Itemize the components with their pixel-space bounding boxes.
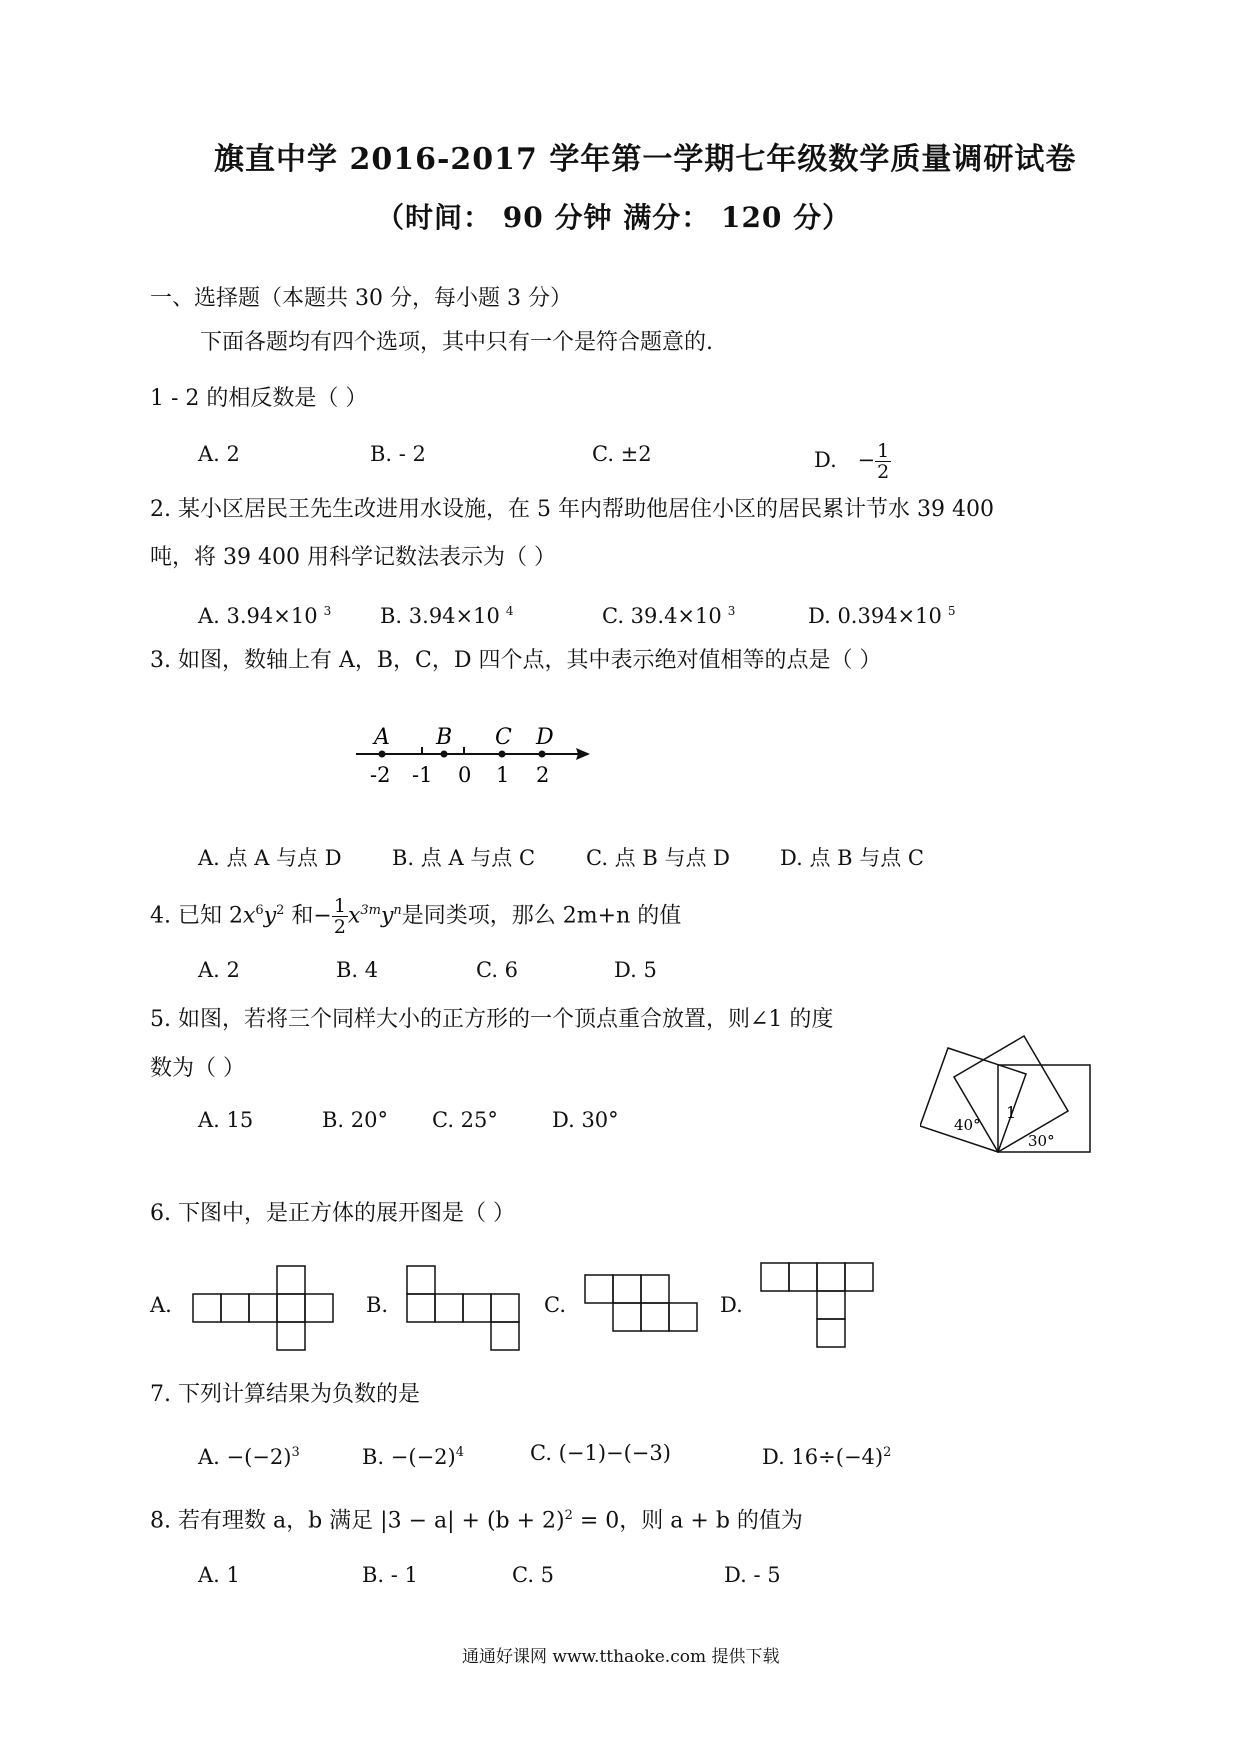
q1-fraction-numerator: 1 (877, 440, 890, 462)
number-line-tick-label: 0 (458, 763, 472, 787)
q5-option-d: D. 30° (552, 1108, 619, 1132)
number-line-point-a (379, 751, 386, 758)
number-line-point-b (441, 751, 448, 758)
q1-option-d (814, 441, 891, 482)
q3-option-b: B. 点 A 与点 C (392, 846, 536, 870)
figure-angle-right: 30° (1028, 1132, 1055, 1150)
exam-title: 旗直中学 2016-2017 学年第一学期七年级数学质量调研试卷 (214, 142, 1077, 177)
q7-option-a-exponent: 3 (291, 1445, 300, 1460)
q7-option-b-base: B. −(−2) (362, 1445, 456, 1469)
q5-option-b: B. 20° (322, 1108, 389, 1132)
q1-option-b: B. - 2 (370, 442, 426, 466)
q4-var-y: y (263, 903, 277, 929)
q8-option-a: A. 1 (198, 1563, 240, 1587)
q4-var-x: x (242, 903, 256, 929)
number-line-tick-label: 2 (536, 763, 550, 787)
exam-subtitle: （时间： 90 分钟 满分： 120 分） (376, 201, 852, 234)
q2-option-b-base: B. 3.94×10 (380, 604, 500, 628)
number-line-tick-label: -2 (370, 763, 391, 787)
number-line-figure (350, 714, 600, 794)
cube-net-a (190, 1264, 340, 1354)
q7-stem: 7. 下列计算结果为负数的是 (150, 1382, 420, 1407)
q7-option-d-base: D. 16÷(−4) (762, 1445, 884, 1469)
square-left (920, 1048, 1026, 1152)
q8-exponent: 2 (564, 1508, 573, 1523)
q7-option-c: C. (−1)−(−3) (530, 1441, 671, 1465)
q4-exponent: n (393, 903, 402, 919)
q4-stem (150, 896, 681, 937)
figure-angle-left: 40° (954, 1116, 981, 1134)
q6-stem: 6. 下图中，是正方体的展开图是（ ） (150, 1201, 515, 1226)
number-line-label-a: A (374, 725, 390, 750)
number-line-tick-label: -1 (412, 763, 433, 787)
q4-option-b: B. 4 (336, 958, 379, 982)
q2-stem-line2: 吨，将 39 400 用科学记数法表示为（ ） (150, 545, 556, 570)
q2-option-d-base: D. 0.394×10 (808, 604, 942, 628)
q7-option-d (762, 1440, 891, 1470)
q2-option-a (198, 598, 331, 629)
number-line-label-b: B (436, 725, 453, 750)
q8-stem-suffix: = 0，则 a + b 的值为 (572, 1508, 803, 1534)
q5-option-a: A. 15 (198, 1108, 254, 1132)
q8-stem-prefix: 8. 若有理数 a，b 满足 |3 − a| + (b + 2) (150, 1508, 565, 1534)
section-instruction: 下面各题均有四个选项，其中只有一个是符合题意的. (200, 330, 713, 355)
number-line-label-c: C (495, 725, 512, 750)
three-squares-figure (920, 1000, 1098, 1160)
q3-option-d: D. 点 B 与点 C (780, 846, 924, 870)
q5-stem-line1: 5. 如图，若将三个同样大小的正方形的一个顶点重合放置，则∠1 的度 (150, 1007, 834, 1032)
q5-option-c: C. 25° (432, 1108, 498, 1132)
q5-stem-line2: 数为（ ） (150, 1056, 245, 1081)
q7-option-d-exponent: 2 (883, 1445, 892, 1460)
q4-exponent: 3m (360, 903, 381, 919)
q4-fraction-numerator: 1 (333, 895, 346, 917)
q4-option-c: C. 6 (476, 958, 519, 982)
number-line-point-d (539, 751, 546, 758)
q7-option-a-base: A. −(−2) (198, 1445, 292, 1469)
section-heading: 一、选择题（本题共 30 分，每小题 3 分） (150, 286, 572, 311)
q3-stem: 3. 如图，数轴上有 A，B，C，D 四个点，其中表示绝对值相等的点是（ ） (150, 648, 882, 673)
q8-option-c: C. 5 (512, 1563, 555, 1587)
q8-option-d: D. - 5 (724, 1563, 781, 1587)
q2-option-c (602, 598, 735, 629)
figure-angle-one: 1 (1006, 1103, 1017, 1122)
q2-option-b (380, 598, 514, 629)
q1-fraction-denominator: 2 (877, 461, 890, 483)
q4-sign: − (313, 903, 332, 929)
number-line-point-c (499, 751, 506, 758)
q7-option-b (362, 1440, 464, 1470)
q7-option-b-exponent: 4 (455, 1445, 465, 1460)
q2-option-c-base: C. 39.4×10 (602, 604, 722, 628)
q4-stem-and: 和 (291, 903, 314, 929)
q1-option-a: A. 2 (198, 442, 240, 466)
q8-option-b: B. - 1 (362, 1563, 418, 1587)
q6-label-a: A. (150, 1293, 172, 1317)
q2-option-c-exponent: 3 (727, 604, 736, 618)
q2-option-b-exponent: 4 (505, 604, 514, 618)
q4-exponent: 2 (276, 903, 285, 919)
q1-stem: 1 - 2 的相反数是（ ） (150, 386, 368, 411)
q4-stem-suffix: 是同类项，那么 2m+n 的值 (401, 903, 682, 929)
cube-net-d (758, 1260, 886, 1352)
cube-net-b (404, 1262, 534, 1352)
q3-option-a: A. 点 A 与点 D (198, 846, 342, 870)
q4-option-d: D. 5 (614, 958, 657, 982)
q6-label-d: D. (720, 1293, 743, 1317)
q2-stem-line1: 2. 某小区居民王先生改进用水设施，在 5 年内帮助他居住小区的居民累计节水 39 400 (150, 497, 994, 522)
q7-option-a (198, 1440, 300, 1470)
number-line-arrow (576, 748, 590, 760)
q2-option-a-base: A. 3.94×10 (198, 604, 318, 628)
q2-option-d-exponent: 5 (947, 604, 956, 618)
q2-option-a-exponent: 3 (323, 604, 332, 618)
q8-stem (150, 1503, 803, 1534)
q3-option-c: C. 点 B 与点 D (586, 846, 730, 870)
q4-exponent: 6 (255, 903, 264, 919)
q1-option-c: C. ±2 (592, 442, 652, 466)
q4-fraction (332, 896, 348, 937)
q6-label-c: C. (544, 1293, 566, 1317)
q4-fraction-denominator: 2 (333, 916, 346, 938)
q1-option-d-sign: − (857, 448, 876, 472)
footer-source: 通通好课网 www.tthaoke.com 提供下载 (462, 1647, 780, 1667)
q4-var-y: y (380, 903, 394, 929)
q4-stem-prefix: 4. 已知 2 (150, 903, 243, 929)
number-line-tick-label: 1 (496, 763, 510, 787)
cube-net-c (582, 1272, 710, 1336)
q2-option-d (808, 598, 956, 629)
q4-var-x: x (347, 903, 361, 929)
q1-option-d-fraction (875, 441, 891, 482)
number-line-label-d: D (536, 725, 554, 750)
q4-option-a: A. 2 (198, 958, 240, 982)
q6-label-b: B. (366, 1293, 389, 1317)
q1-option-d-label: D. (814, 448, 837, 472)
